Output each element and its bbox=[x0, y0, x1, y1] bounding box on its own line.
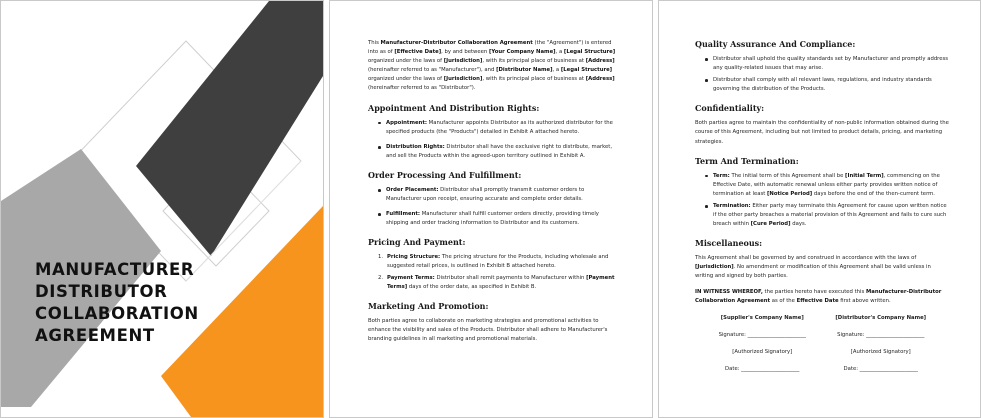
cover-title-line: MANUFACTURER bbox=[35, 260, 195, 279]
section-heading-term: Term And Termination: bbox=[695, 155, 799, 166]
section-heading-quality: Quality Assurance And Compliance: bbox=[695, 39, 856, 49]
signature-company-name: [Supplier's Company Name] bbox=[720, 314, 804, 321]
agreement-page-2 bbox=[329, 0, 653, 418]
pricing-list bbox=[378, 253, 616, 291]
section-heading-pricing: Pricing And Payment: bbox=[368, 237, 466, 248]
page-3-content bbox=[659, 1, 980, 374]
date-line: Date: ______________________ bbox=[725, 365, 800, 372]
list-item: Termination: Either party may terminate this Agreement for cause upon written notice if the other party breaches a material provision of this Agreement and fails to cure such breach within [Cure Period] days. bbox=[705, 202, 950, 229]
section-heading-misc: Miscellaneous: bbox=[695, 238, 763, 249]
page-2-content bbox=[330, 1, 652, 344]
cover-artwork bbox=[1, 1, 323, 417]
signature-column-distributor bbox=[822, 314, 941, 374]
dark-square bbox=[136, 1, 323, 256]
list-item: Distribution Rights: Distributor shall have the exclusive right to distribute, market, and sell the Products within the agreed-upon territory outlined in Exhibit A. bbox=[378, 143, 616, 161]
marketing-paragraph: Both parties agree to collaborate on marketing strategies and promotional activities to enhance the visibility and sales of the Products. Distributor shall adhere to Manufacturer's branding guidelines in all marketing and promotional materials. bbox=[368, 317, 608, 342]
orders-list bbox=[378, 186, 616, 228]
signature-line: Signature: ______________________ bbox=[837, 331, 925, 338]
signature-column-supplier bbox=[703, 314, 822, 374]
cover-title-line: AGREEMENT bbox=[35, 326, 155, 345]
list-item: 1. Pricing Structure: The pricing structure for the Products, including wholesale and suggested retail prices, is outlined in Exhibit B attached hereto. bbox=[378, 254, 609, 270]
cover-title-line: DISTRIBUTOR bbox=[35, 282, 168, 301]
intro-paragraph: This Manufacturer-Distributor Collaboration Agreement (the "Agreement") is entered into as of [Effective Date], by and between [Your Company Name], a [Legal Structure] organized under the laws of [Jurisdiction], with its principal place of business at [Address] (hereinafter referred to as "Manufacturer"), and [Distributor Name], a [Legal Structure] organized under the laws of [Jurisdiction], with its principal place of business at [Address] (hereinafter referred to as "Distributor"). bbox=[368, 40, 616, 92]
cover-title-line: COLLABORATION bbox=[35, 304, 199, 323]
authorized-signatory: [Authorized Signatory] bbox=[732, 348, 793, 355]
section-heading-appointment: Appointment And Distribution Rights: bbox=[368, 102, 540, 113]
signature-line: Signature: ______________________ bbox=[718, 331, 806, 338]
list-item: Distributor shall uphold the quality standards set by Manufacturer and promptly address any quality-related issues that may arise. bbox=[705, 55, 950, 73]
list-item: Term: The initial term of this Agreement shall be [Initial Term], commencing on the Effective Date, with automatic renewal unless either party provides written notice of termination at least [Notice Period] days before the end of the then-current term. bbox=[705, 172, 950, 199]
misc-paragraph: This Agreement shall be governed by and construed in accordance with the laws of [Jurisdiction]. No amendment or modification of this Agreement shall be valid unless in writing and signed by both parties. bbox=[695, 255, 931, 280]
quality-list bbox=[705, 55, 950, 94]
cover-title bbox=[35, 259, 275, 347]
confidentiality-paragraph: Both parties agree to maintain the confidentiality of non-public information obtained during the course of this Agreement, including but not limited to product details, pricing, and marketing strategies. bbox=[695, 120, 949, 145]
term-list bbox=[705, 172, 950, 230]
list-item: Distributor shall comply with all relevant laws, regulations, and industry standards governing the distribution of the Products. bbox=[705, 76, 950, 94]
section-heading-orders: Order Processing And Fulfillment: bbox=[368, 169, 522, 180]
list-item: Order Placement: Distributor shall promptly transmit customer orders to Manufacturer upon receipt, ensuring accurate and complete order details. bbox=[378, 186, 616, 204]
list-item: Fulfillment: Manufacturer shall fulfill customer orders directly, providing timely shipping and order tracking information to Distributor and its customers. bbox=[378, 210, 616, 228]
witness-paragraph: IN WITNESS WHEREOF, the parties hereto have executed this Manufacturer-Distributor Collaboration Agreement as of the Effective Date first above written. bbox=[695, 288, 942, 304]
authorized-signatory: [Authorized Signatory] bbox=[850, 348, 911, 355]
signature-block bbox=[695, 314, 950, 374]
cover-page bbox=[0, 0, 324, 418]
list-item: 2. Payment Terms: Distributor shall remit payments to Manufacturer within [Payment Terms] days of the order date, as specified in Exhibit B. bbox=[378, 274, 615, 290]
agreement-page-3 bbox=[658, 0, 981, 418]
signature-company-name: [Distributor's Company Name] bbox=[835, 314, 927, 321]
date-line: Date: ______________________ bbox=[843, 365, 918, 372]
appointment-list bbox=[378, 119, 616, 161]
section-heading-confidentiality: Confidentiality: bbox=[695, 103, 765, 114]
list-item: Appointment: Manufacturer appoints Distributor as its authorized distributor for the specified products (the "Products") detailed in Exhibit A attached hereto. bbox=[378, 119, 616, 137]
section-heading-marketing: Marketing And Promotion: bbox=[368, 300, 489, 311]
